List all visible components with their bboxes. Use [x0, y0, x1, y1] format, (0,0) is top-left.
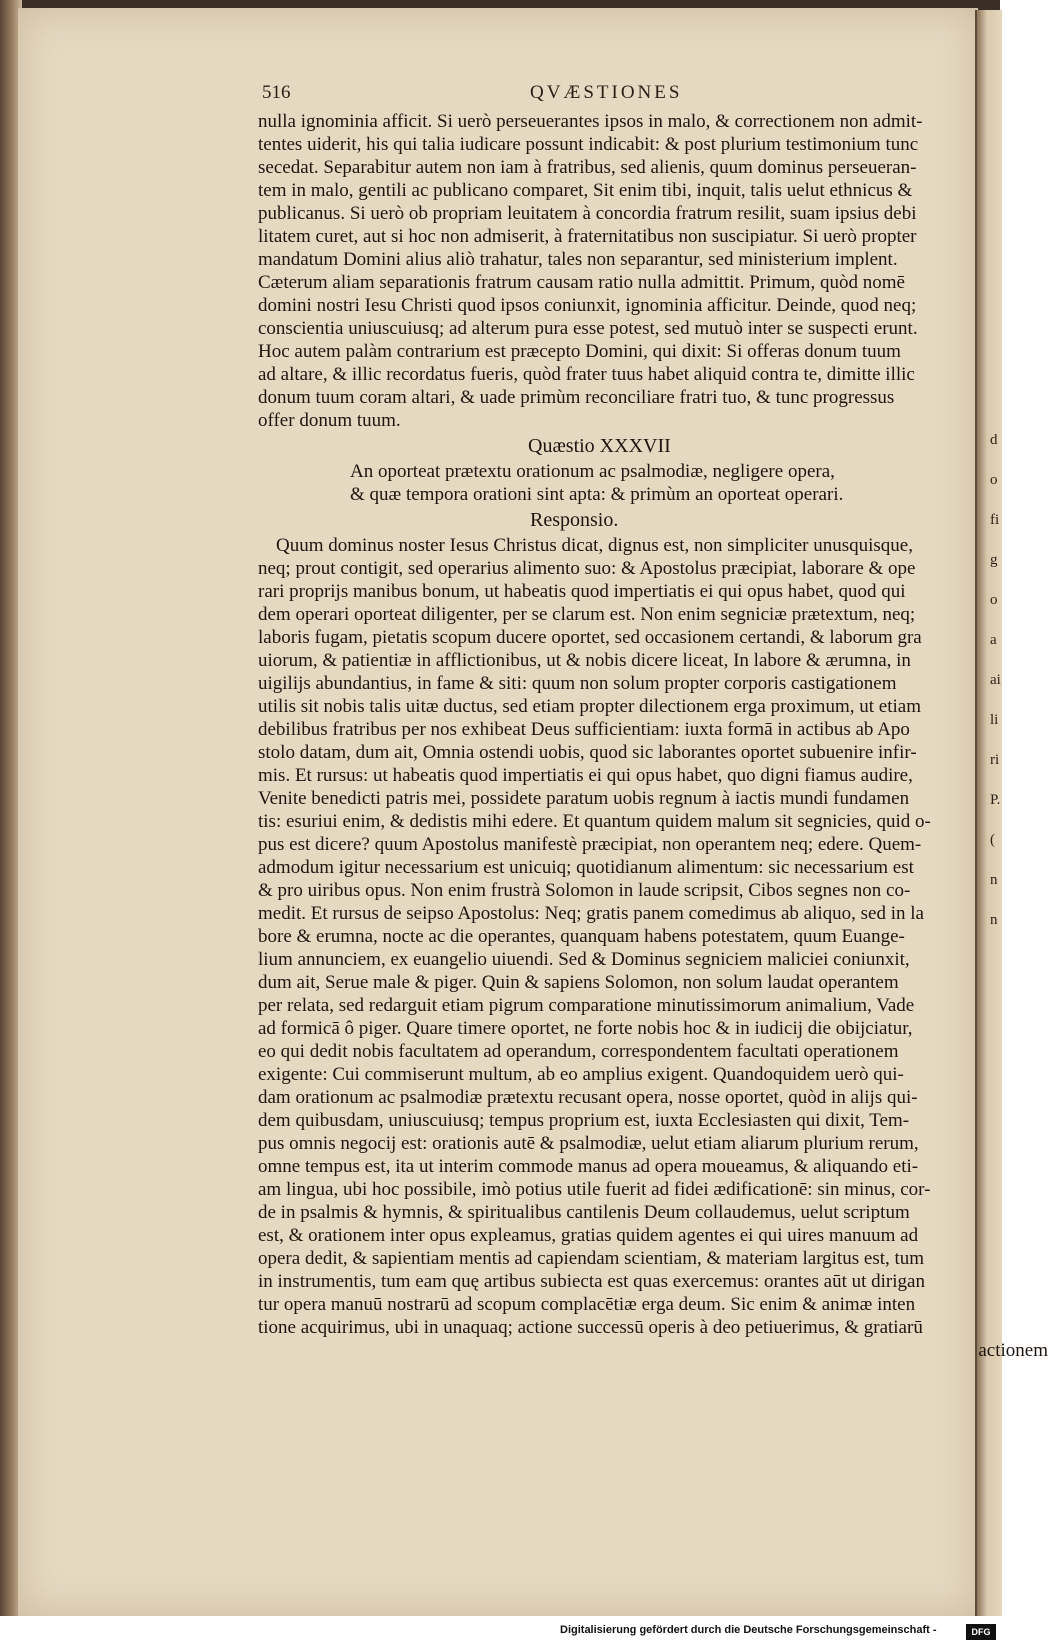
- facing-page-letter: n: [990, 912, 998, 928]
- text-line: debilibus fratribus per nos exhibeat Deus sufficientiam: iuxta formā in actibus ab Apo: [258, 719, 910, 740]
- facing-page-letter: (: [990, 832, 995, 848]
- catchword-line: [258, 1339, 1048, 1362]
- facing-page-letter: fi: [990, 512, 1000, 528]
- facing-page-letter: ri: [990, 752, 1000, 768]
- text-line: dam orationum ac psalmodiæ prætextu recusant opera, nosse oportet, quòd in alijs qui-: [258, 1087, 918, 1108]
- facing-page-letter: P.: [990, 792, 1001, 808]
- text-line: publicanus. Si uerò ob propriam leuitatem à concordia fratrum resilit, suam ipsius debi: [258, 203, 917, 224]
- text-line: offer donum tuum.: [258, 410, 401, 431]
- text-line: mandatum Domini alius aliò trahatur, tales non separantur, sed ministerium implent.: [258, 249, 898, 270]
- text-line: est, & orationem inter opus expleamus, gratias quidem agentes ei qui uires manuum ad: [258, 1225, 919, 1246]
- text-line: per relata, sed redarguit etiam pigrum comparatione minutissimorum animalium, Vade: [258, 995, 915, 1016]
- text-line: omne tempus est, ita ut interim commode manus ad opera moueamus, & aliquando eti-: [258, 1156, 919, 1177]
- text-line: ad altare, & illic recordatus fueris, quòd frater tuus habet aliquid contra te, dimitte illic: [258, 364, 915, 385]
- facing-page-letter: a: [990, 632, 997, 648]
- text-line: uigilijs abundantius, in fame & siti: quum non solum propter corporis castigationem: [258, 673, 897, 694]
- facing-page-letter: d: [990, 432, 998, 448]
- text-line: utilis sit nobis talis uitæ ductus, sed etiam propter dilectionem erga proximum, ut etiam: [258, 696, 921, 717]
- text-line: stolo datam, dum ait, Omnia ostendi uobis, quod sic laborantes oportet subuenire infir-: [258, 742, 917, 763]
- text-line: am lingua, ubi hoc possibile, imò potius utile fuerit ad fidei ædificationē: sin minus, cor-: [258, 1179, 931, 1200]
- text-line: in instrumentis, tum eam quę artibus subiecta est quas exercemus: orantes aūt ut dirigan: [258, 1271, 925, 1292]
- text-line: nulla ignominia afficit. Si uerò perseuerantes ipsos in malo, & correctionem non admit-: [258, 111, 923, 132]
- text-line: admodum igitur necessarium est unicuiq; quotidianum alimentum: sic necessarium est: [258, 857, 914, 878]
- question-line: An oporteat prætextu orationum ac psalmodiæ, negligere opera,: [350, 461, 835, 482]
- text-line: lium annunciem, ex euangelio uiuendi. Sed & Dominus segniciem maliciei coniunxit,: [258, 949, 910, 970]
- text-line: bore & erumna, nocte ac die operantes, quanquam habens potestatem, quum Euange-: [258, 926, 905, 947]
- running-head: [262, 82, 962, 108]
- text-line: dum ait, Serue male & piger. Quin & sapiens Solomon, non solum laudat operantem: [258, 972, 899, 993]
- text-line: donum tuum coram altari, & uade primùm reconciliare fratri tuo, & tunc progressus: [258, 387, 895, 408]
- facing-page-letter: o: [990, 472, 998, 488]
- paragraph-1: [258, 110, 970, 432]
- text-line: rari proprijs manibus bonum, ut habeatis quod impertiatis ei qui opus habet, quod qui: [258, 581, 906, 602]
- text-line: eo qui dedit nobis facultatem ad operandum, correspondentem facultati operationem: [258, 1041, 899, 1062]
- main-text-block: [258, 110, 1048, 1362]
- facing-page-letters: [990, 420, 1000, 940]
- page-number: 516: [262, 82, 291, 103]
- text-line: tem in malo, gentili ac publicano comparet, Sit enim tibi, inquit, talis uelut ethnicus &: [258, 180, 913, 201]
- question-title: Quæstio XXXVII: [528, 435, 671, 457]
- facing-page-letter: ai: [990, 672, 1001, 688]
- facing-page-letter: n: [990, 872, 998, 888]
- text-line: Cæterum aliam separationis fratrum causam ratio nulla admittit. Primum, quòd nomē: [258, 272, 905, 293]
- text-line: Venite benedicti patris mei, possidete paratum uobis regnum à iactis mundi fundamen: [258, 788, 910, 809]
- text-line: exigente: Cui commiserunt multum, ab eo amplius exigent. Quandoquidem uerò qui-: [258, 1064, 904, 1085]
- text-line: de in psalmis & hymnis, & spiritualibus cantilenis Deum collaudemus, uelut scriptum: [258, 1202, 910, 1223]
- running-head-title: QVÆSTIONES: [530, 82, 683, 103]
- paragraph-2: [258, 534, 970, 1339]
- facing-page-letter: o: [990, 592, 998, 608]
- response-heading: Responsio.: [530, 509, 619, 531]
- text-line: pus omnis negocij est: orationis autē & psalmodiæ, uelut etiam aliarum plurium rerum,: [258, 1133, 919, 1154]
- text-line: ad formicā ô piger. Quare timere oportet, ne forte nobis hoc & in iudicij die obijciatur,: [258, 1018, 913, 1039]
- text-line: dem quibusdam, uniuscuiusq; tempus proprium est, iuxta Ecclesiasten qui dixit, Tem-: [258, 1110, 910, 1131]
- text-line: medit. Et rursus de seipso Apostolus: Neq; gratis panem comedimus ab aliquo, sed in la: [258, 903, 924, 924]
- text-line: pus est dicere? quum Apostolus manifestè præcipiat, non operantem neq; edere. Quem-: [258, 834, 922, 855]
- text-line: litatem curet, aut si hoc non admiserit, à fraternitatibus non suscipiatur. Si uerò propter: [258, 226, 917, 247]
- facing-page-letter: li: [990, 712, 999, 728]
- digitization-credit: Digitalisierung gefördert durch die Deutsche Forschungsgemeinschaft -: [560, 1624, 937, 1636]
- question-line: & quæ tempora orationi sint apta: & primùm an oporteat operari.: [350, 484, 844, 505]
- text-line: tentes uiderit, his qui talia iudicare possunt indicabit: & post plurium testimonium tunc: [258, 134, 919, 155]
- catchword: actionem: [978, 1340, 1048, 1361]
- text-line: domini nostri Iesu Christi quod ipsos coniunxit, ignominia afficitur. Deinde, quod neq;: [258, 295, 917, 316]
- text-line: opera dedit, & sapientiam mentis ad capiendam scientiam, & materiam largitus est, tum: [258, 1248, 925, 1269]
- text-line: tis: esuriui enim, & dedistis mihi edere. Et quantum quidem malum sit segnicies, quid o-: [258, 811, 931, 832]
- text-line: & pro uiribus opus. Non enim frustrà Solomon in laude scripsit, Cibos segnes non co-: [258, 880, 911, 901]
- text-line: uiorum, & patientiæ in afflictionibus, ut & nobis dicere liceat, In labore & ærumna, in: [258, 650, 911, 671]
- text-line: dem operari oporteat diligenter, per se clarum est. Non enim segniciæ prætextum, neq;: [258, 604, 916, 625]
- text-line: tione acquirimus, ubi in unaquaq; actione successū operis à deo petiuerimus, & gratiarū: [258, 1317, 923, 1338]
- text-line: Hoc autem palàm contrarium est præcepto Domini, qui dixit: Si offeras donum tuum: [258, 341, 901, 362]
- dfg-logo: DFG: [966, 1624, 996, 1640]
- text-line: secedat. Separabitur autem non iam à fratribus, sed alienis, quum dominus perseueran-: [258, 157, 917, 178]
- text-line: neq; prout contigit, sed operarius alimento suo: & Apostolus præcipiat, laborare & ope: [258, 558, 916, 579]
- text-line: tur opera manuū nostrarū ad scopum complacētiæ erga deum. Sic enim & animæ inten: [258, 1294, 916, 1315]
- facing-page-letter: g: [990, 552, 998, 568]
- text-line: laboris fugam, pietatis scopum ducere oportet, sed occasionem certandi, & laborum gra: [258, 627, 922, 648]
- text-line: Quum dominus noster Iesus Christus dicat, dignus est, non simpliciter unusquisque,: [276, 535, 913, 556]
- text-line: mis. Et rursus: ut habeatis quod impertiatis ei qui opus habet, quo digni fiamus audire,: [258, 765, 913, 786]
- text-line: conscientia uniuscuiusq; ad alterum pura esse potest, sed mutuò inter se suspecti erunt.: [258, 318, 918, 339]
